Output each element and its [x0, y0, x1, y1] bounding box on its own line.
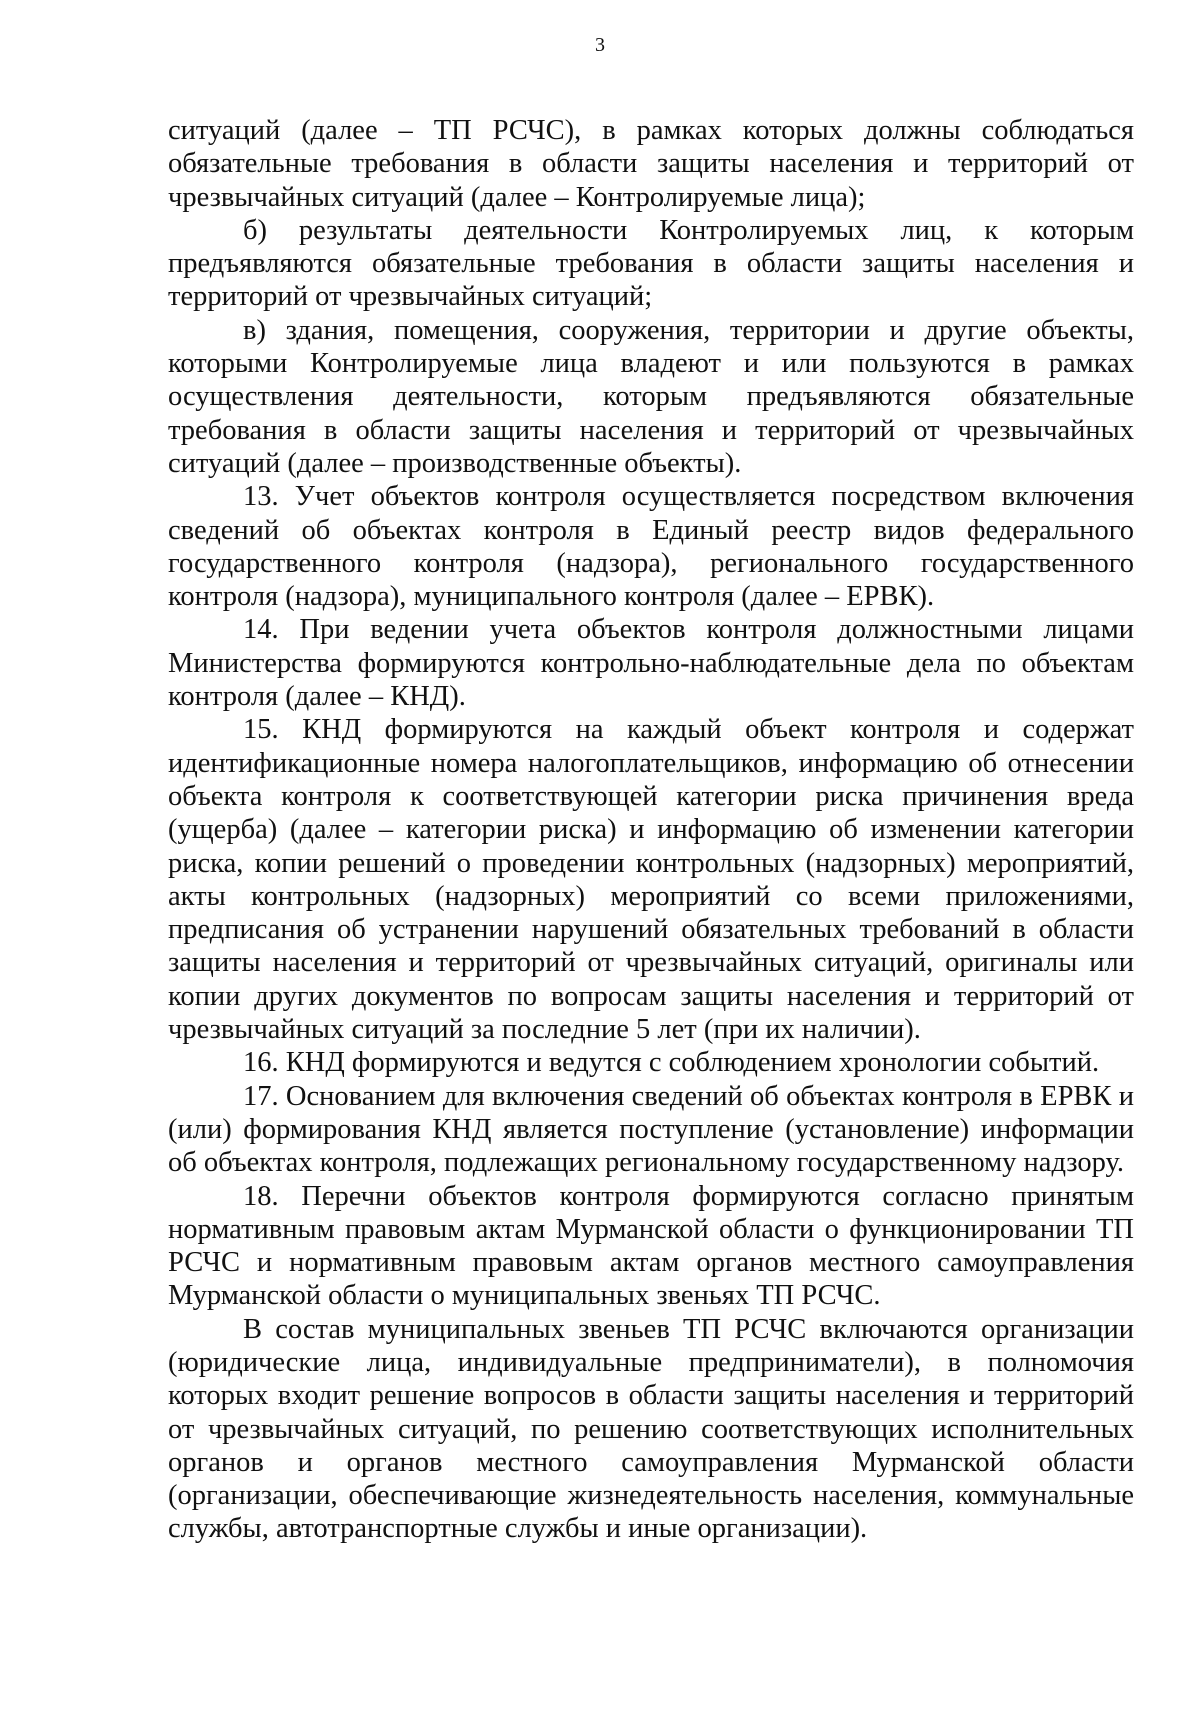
page-number: 3 [595, 34, 605, 56]
paragraph-continuation: ситуаций (далее – ТП РСЧС), в рамках которых должны соблюдаться обязательные требования в области защиты населения и территорий от чрезвычайных ситуаций (далее – Контролируемые лица); [168, 115, 1134, 213]
paragraph-15: 15. КНД формируются на каждый объект контроля и содержат идентификационные номера налогоплательщиков, информацию об отнесении объекта контроля к соответствующей категории риска причинения вреда (ущерба) (далее – категории риска) и информацию об изменении категории риска, копии решений о проведении контрольных (надзорных) мероприятий, акты контрольных (надзорных) мероприятий со всеми приложениями, предписания об устранении нарушений обязательных требований в области защиты населения и территорий от чрезвычайных ситуаций, оригиналы или копии других документов по вопросам защиты населения и территорий от чрезвычайных ситуаций за последние 5 лет (при их наличии). [168, 714, 1134, 1046]
paragraph-18: 18. Перечни объектов контроля формируются согласно принятым нормативным правовым актам Мурманской области о функционировании ТП РСЧС и нормативным правовым актам органов местного самоуправления Мурманской области о муниципальных звеньях ТП РСЧС. [168, 1180, 1134, 1312]
paragraph-item-v: в) здания, помещения, сооружения, территории и другие объекты, которыми Контролируемые лица владеют и или пользуются в рамках осуществления деятельности, которым предъявляются обязательные требования в области защиты населения и территорий от чрезвычайных ситуаций (далее – производственные объекты). [168, 314, 1134, 479]
paragraph-17: 17. Основанием для включения сведений об объектах контроля в ЕРВК и (или) формирования КНД является поступление (установление) информации об объектах контроля, подлежащих региональному государственному надзору. [168, 1080, 1134, 1179]
paragraph-item-b: б) результаты деятельности Контролируемых лиц, к которым предъявляются обязательные требования в области защиты населения и территорий от чрезвычайных ситуаций; [168, 214, 1134, 313]
paragraph-18-continuation: В состав муниципальных звеньев ТП РСЧС включаются организации (юридические лица, индивидуальные предприниматели), в полномочия которых входит решение вопросов в области защиты населения и территорий от чрезвычайных ситуаций, по решению соответствующих исполнительных органов и органов местного самоуправления Мурманской области (организации, обеспечивающие жизнедеятельность населения, коммунальные службы, автотранспортные службы и иные организации). [168, 1313, 1134, 1545]
document-body [168, 114, 1134, 1546]
paragraph-16: 16. КНД формируются и ведутся с соблюдением хронологии событий. [243, 1047, 1100, 1079]
paragraph-14: 14. При ведении учета объектов контроля должностными лицами Министерства формируются контрольно-наблюдательные дела по объектам контроля (далее – КНД). [168, 614, 1134, 713]
paragraph-13: 13. Учет объектов контроля осуществляется посредством включения сведений об объектах контроля в Единый реестр видов федерального государственного контроля (надзора), регионального государственного контроля (надзора), муниципального контроля (далее – ЕРВК). [168, 481, 1134, 613]
